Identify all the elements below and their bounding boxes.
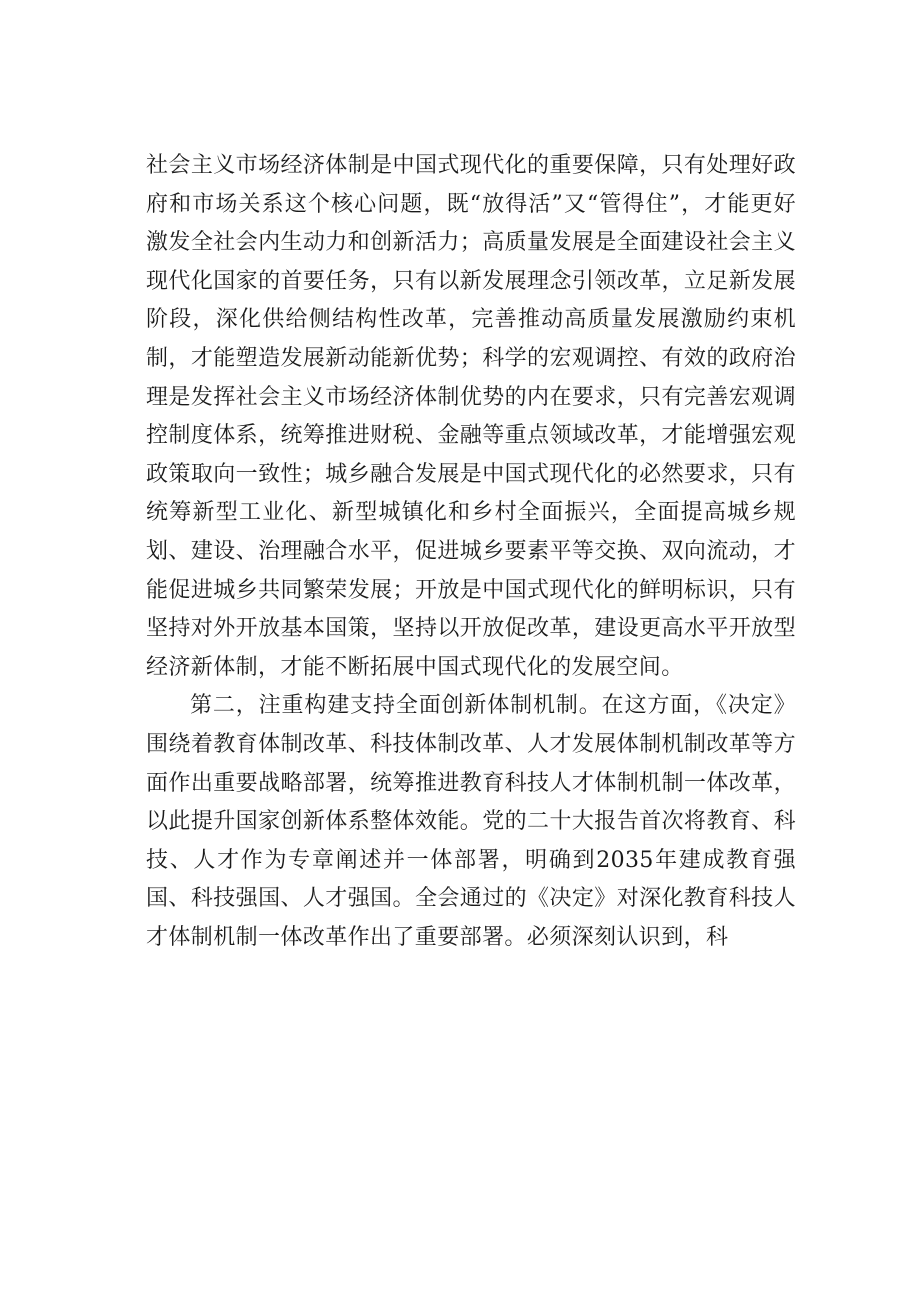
paragraph-market-economy: 社会主义市场经济体制是中国式现代化的重要保障，只有处理好政府和市场关系这个核心问题，既“放得活”又“管得住”，才能更好激发全社会内生动力和创新活力；高质量发展是全面建设社会主义现代化国家的首要任务，只有以新发展理念引领改革，立足新发展阶段，深化供给侧结构性改革，完善推动高质量发展激励约束机制，才能塑造发展新动能新优势；科学的宏观调控、有效的政府治理是发挥社会主义市场经济体制优势的内在要求，只有完善宏观调控制度体系，统筹推进财税、金融等重点领域改革，才能增强宏观政策取向一致性；城乡融合发展是中国式现代化的必然要求，只有统筹新型工业化、新型城镇化和乡村全面振兴，全面提高城乡规划、建设、治理融合水平，促进城乡要素平等交换、双向流动，才能促进城乡共同繁荣发展；开放是中国式现代化的鲜明标识，只有坚持对外开放基本国策，坚持以开放促改革，建设更高水平开放型经济新体制，才能不断拓展中国式现代化的发展空间。	[146, 153, 796, 680]
paragraph-innovation-mechanism: 第二，注重构建支持全面创新体制机制。在这方面，《决定》围绕着教育体制改革、科技体制改革、人才发展体制机制改革等方面作出重要战略部署，统筹推进教育科技人才体制机制一体改革，以此提升国家创新体系整体效能。党的二十大报告首次将教育、科技、人才作为专章阐述并一体部署，明确到2035年建成教育强国、科技强国、人才强国。全会通过的《决定》对深化教育科技人才体制机制一体改革作出了重要部署。必须深刻认识到，科	[146, 693, 796, 950]
body-text	[146, 147, 796, 957]
